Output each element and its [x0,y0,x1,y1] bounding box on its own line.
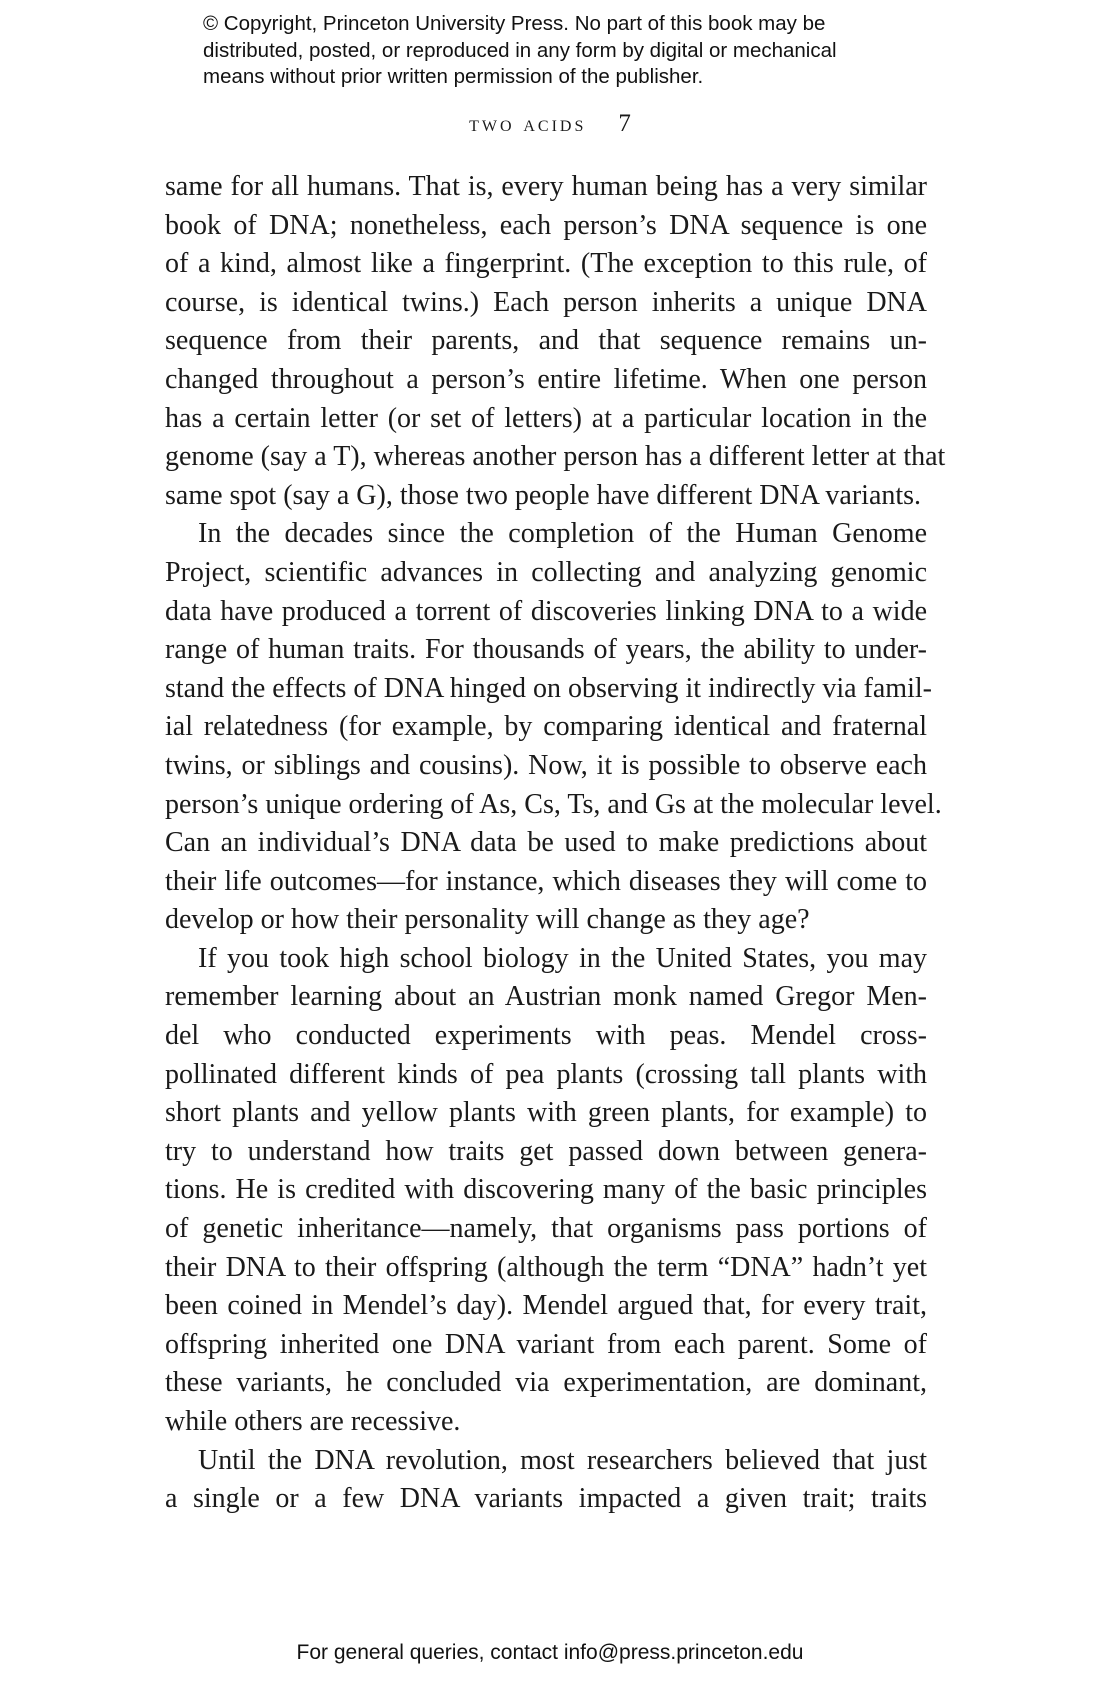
text-line: remember learning about an Austrian monk named Gregor Men- [165,981,927,1013]
text-line: data have produced a torrent of discoveries linking DNA to a wide [165,595,927,627]
text-line: book of DNA; nonetheless, each person’s DNA sequence is one [165,209,927,241]
text-line: pollinated different kinds of pea plants (crossing tall plants with [165,1058,927,1090]
text-line: person’s unique ordering of As, Cs, Ts, and Gs at the molecular level. [165,788,942,820]
text-line: of genetic inheritance—namely, that organisms pass portions of [165,1213,927,1245]
chapter-title: two acids [469,111,587,136]
text-line: their life outcomes—for instance, which diseases they will come to [165,865,927,897]
text-line: been coined in Mendel’s day). Mendel argued that, for every trait, [165,1290,927,1322]
text-line: tions. He is credited with discovering many of the basic principles [165,1174,927,1206]
text-line: a single or a few DNA variants impacted a given trait; traits [165,1483,927,1515]
text-line: genome (say a T), whereas another person has a different letter at that [165,441,946,473]
text-line: del who conducted experiments with peas. Mendel cross- [165,1020,927,1052]
running-head [0,110,1100,138]
text-line: range of human traits. For thousands of years, the ability to under- [165,634,927,666]
text-line: Can an individual’s DNA data be used to make predictions about [165,827,927,859]
text-line: twins, or siblings and cousins). Now, it is possible to observe each [165,749,927,781]
text-line: offspring inherited one DNA variant from each parent. Some of [165,1328,927,1360]
footer-contact: For general queries, contact info@press.princeton.edu [296,1641,804,1664]
text-line: these variants, he concluded via experimentation, are dominant, [165,1367,927,1399]
text-line: ial relatedness (for example, by comparing identical and fraternal [165,711,927,743]
text-line: sequence from their parents, and that sequence remains un- [165,325,927,357]
text-line: try to understand how traits get passed down between genera- [165,1135,927,1167]
text-line: has a certain letter (or set of letters) at a particular location in the [165,402,927,434]
text-line: changed throughout a person’s entire lifetime. When one person [165,363,927,395]
text-line: same spot (say a G), those two people have different DNA variants. [165,479,922,511]
text-line: develop or how their personality will change as they age? [165,904,810,936]
text-line: short plants and yellow plants with green plants, for example) to [165,1097,927,1129]
text-line: of a kind, almost like a fingerprint. (The exception to this rule, of [165,248,927,280]
text-line: If you took high school biology in the United States, you may [198,942,927,974]
text-line: while others are recessive. [165,1406,461,1437]
text-line: course, is identical twins.) Each person inherits a unique DNA [165,286,927,318]
body-text [165,168,946,1519]
page-number: 7 [618,110,631,137]
text-line: Project, scientific advances in collecting and analyzing genomic [165,556,927,588]
copyright-line: means without prior written permission of the publisher. [203,65,704,88]
text-line: In the decades since the completion of the Human Genome [198,518,927,550]
text-line: Until the DNA revolution, most researchers believed that just [198,1444,927,1476]
text-line: their DNA to their offspring (although the term “DNA” hadn’t yet [165,1251,927,1283]
text-line: same for all humans. That is, every human being has a very similar [165,171,927,202]
copyright-notice [203,11,923,91]
text-line: stand the effects of DNA hinged on observing it indirectly via famil- [165,672,932,704]
copyright-line: © Copyright, Princeton University Press. No part of this book may be [203,12,826,35]
copyright-line: distributed, posted, or reproduced in any form by digital or mechanical [203,38,837,62]
